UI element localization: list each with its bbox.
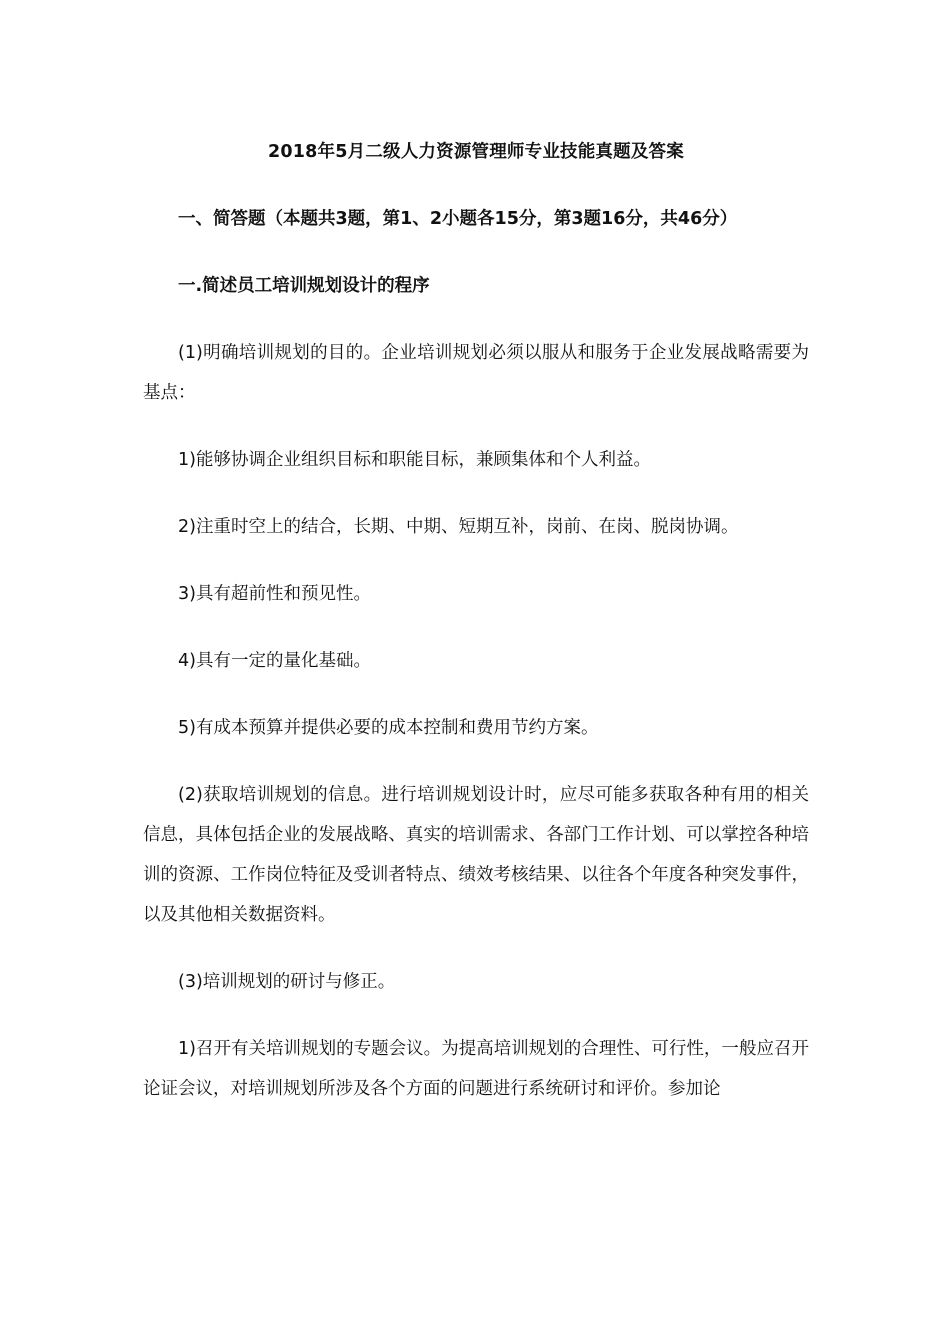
paragraph: 1)能够协调企业组织目标和职能目标，兼顾集体和个人利益。: [178, 450, 651, 470]
paragraph: 4)具有一定的量化基础。: [178, 651, 371, 671]
paragraph: 3)具有超前性和预见性。: [178, 584, 371, 604]
document-content: [143, 132, 809, 1109]
section-heading: 一、简答题（本题共3题，第1、2小题各15分，第3题16分，共46分）: [178, 209, 738, 229]
paragraph: (3)培训规划的研讨与修正。: [178, 972, 396, 992]
paragraph: 5)有成本预算并提供必要的成本控制和费用节约方案。: [178, 718, 599, 738]
paragraph: 2)注重时空上的结合，长期、中期、短期互补，岗前、在岗、脱岗协调。: [178, 517, 739, 537]
paragraph: (1)明确培训规划的目的。企业培训规划必须以服从和服务于企业发展战略需要为基点：: [143, 343, 809, 403]
document-title: 2018年5月二级人力资源管理师专业技能真题及答案: [268, 142, 684, 162]
question-heading: 一.简述员工培训规划设计的程序: [178, 276, 430, 296]
paragraph: 1)召开有关培训规划的专题会议。为提高培训规划的合理性、可行性，一般应召开论证会议，对培训规划所涉及各个方面的问题进行系统研讨和评价。参加论: [143, 1039, 809, 1099]
paragraph: (2)获取培训规划的信息。进行培训规划设计时，应尽可能多获取各种有用的相关信息，具体包括企业的发展战略、真实的培训需求、各部门工作计划、可以掌控各种培训的资源、工作岗位特征及受训者特点、绩效考核结果、以往各个年度各种突发事件，以及其他相关数据资料。: [143, 785, 809, 925]
